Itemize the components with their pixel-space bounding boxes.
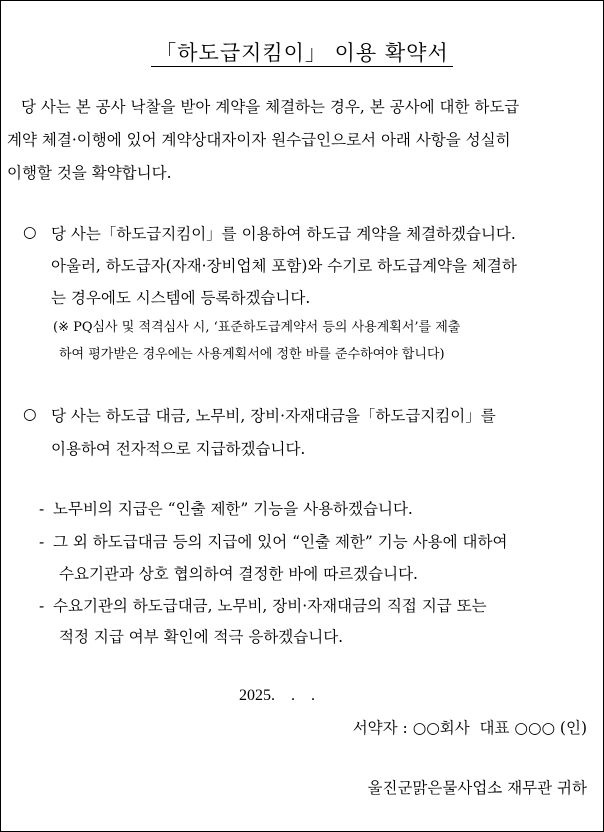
item1-line-2: 아울러, 하도급자(자재·장비업체 포함)와 수기로 하도급계약을 체결하 bbox=[51, 257, 517, 275]
dash-item-3-marker: - bbox=[39, 597, 45, 615]
item2-bullet: ○ bbox=[23, 405, 37, 423]
dash-item-3-line-2: 적정 지급 여부 확인에 적극 응하겠습니다. bbox=[59, 628, 344, 646]
item1-line-3: 는 경우에도 시스템에 등록하겠습니다. bbox=[51, 289, 311, 307]
document-title: 「하도급지킴이」 이용 확약서 bbox=[1, 37, 603, 67]
item2-line-2: 이용하여 전자적으로 지급하겠습니다. bbox=[51, 440, 306, 458]
item1-bullet: ○ bbox=[23, 223, 37, 241]
dash-item-2-line-2: 수요기관과 상호 협의하여 결정한 바에 따르겠습니다. bbox=[59, 565, 418, 583]
intro-line-3: 이행할 것을 확약합니다. bbox=[7, 164, 172, 182]
dash-item-1-line-1: 노무비의 지급은 “인출 제한” 기능을 사용하겠습니다. bbox=[53, 500, 413, 518]
item1-note-line-1: (※ PQ심사 및 적격심사 시, ‘표준하도급계약서 등의 사용계획서’를 제출 bbox=[53, 320, 461, 335]
item2-line-1: 당 사는 하도급 대금, 노무비, 장비·자재대금을「하도급지킴이」를 bbox=[51, 407, 496, 425]
intro-line-2: 계약 체결·이행에 있어 계약상대자이자 원수급인으로서 아래 사항을 성실히 bbox=[7, 131, 511, 149]
dash-item-2-line-1: 그 외 하도급대금 등의 지급에 있어 “인출 제한” 기능 사용에 대하여 bbox=[53, 533, 508, 551]
item1-note-line-2: 하여 평가받은 경우에는 사용계획서에 정한 바를 준수하여야 합니다) bbox=[59, 347, 445, 362]
dash-item-2-marker: - bbox=[39, 533, 45, 551]
recipient-line: 울진군맑은물사업소 재무관 귀하 bbox=[367, 779, 587, 797]
dash-item-3-line-1: 수요기관의 하도급대금, 노무비, 장비·자재대금의 직접 지급 또는 bbox=[53, 597, 487, 615]
dash-item-1-marker: - bbox=[39, 500, 45, 518]
pledge-date: 2025. . . bbox=[239, 687, 315, 704]
item1-line-1: 당 사는「하도급지킴이」를 이용하여 하도급 계약을 체결하겠습니다. bbox=[51, 225, 516, 243]
signer-line: 서약자 : ○○회사 대표 ○○○ (인) bbox=[352, 719, 587, 737]
intro-line-1: 당 사는 본 공사 낙찰을 받아 계약을 체결하는 경우, 본 공사에 대한 하도급 bbox=[21, 98, 520, 116]
